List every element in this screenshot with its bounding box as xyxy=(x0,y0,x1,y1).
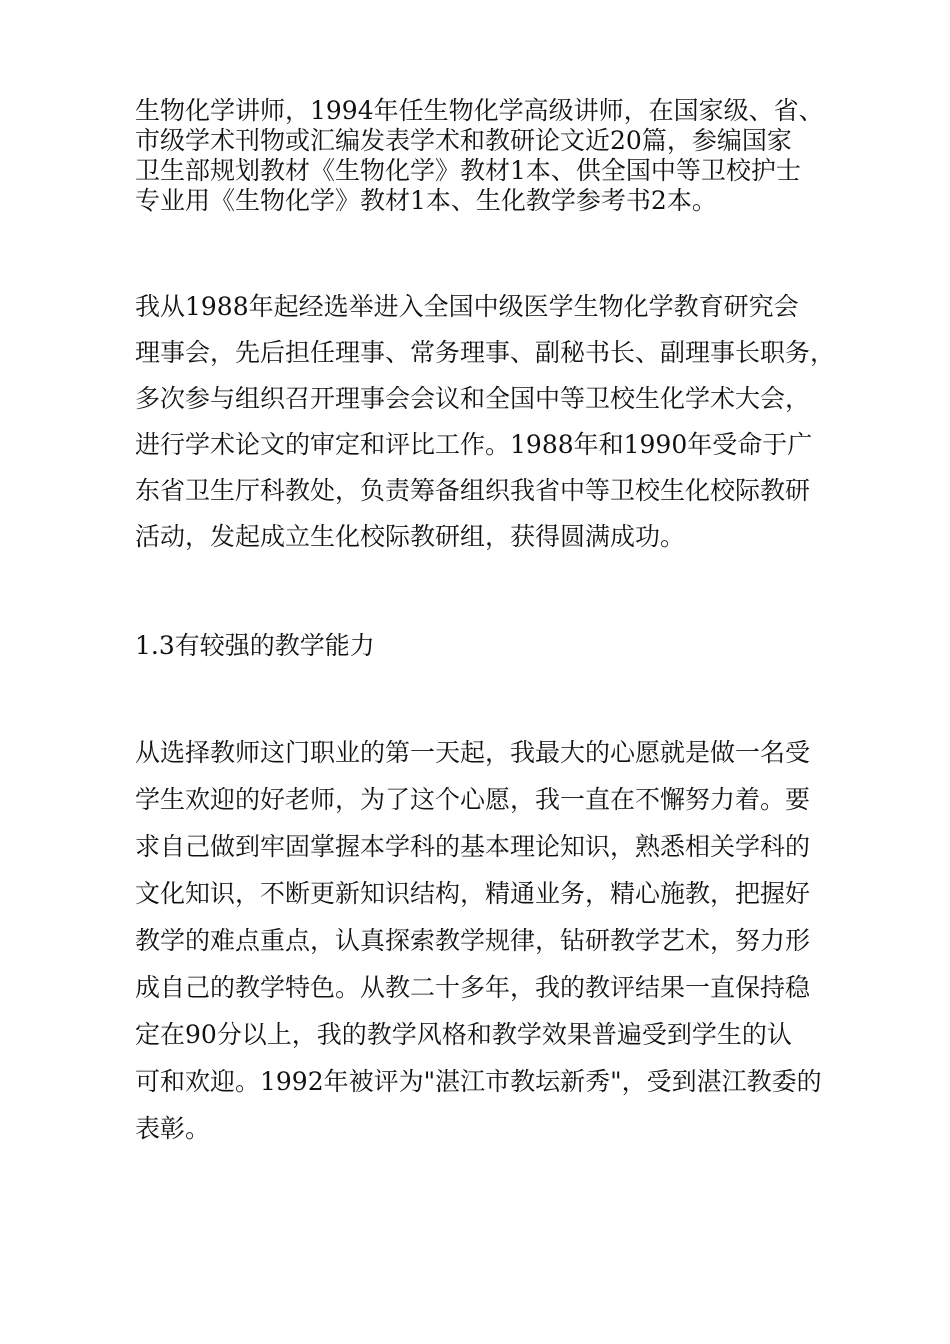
paragraph-publications xyxy=(135,96,835,216)
text-line: 定在90分以上，我的教学风格和教学效果普遍受到学生的认 xyxy=(135,1020,792,1049)
text-line: 东省卫生厅科教处，负责筹备组织我省中等卫校生化校际教研 xyxy=(135,476,811,505)
text-line: 多次参与组织召开理事会会议和全国中等卫校生化学术大会， xyxy=(135,384,811,413)
text-line: 成自己的教学特色。从教二十多年，我的教评结果一直保持稳 xyxy=(135,973,811,1002)
text-line: 生物化学讲师，1994年任生物化学高级讲师，在国家级、省、 xyxy=(135,96,824,125)
text-line: 教学的难点重点，认真探索教学规律，钻研教学艺术，努力形 xyxy=(135,926,811,955)
text-line: 卫生部规划教材《生物化学》教材1本、供全国中等卫校护士 xyxy=(135,156,801,185)
text-line: 进行学术论文的审定和评比工作。1988年和1990年受命于广 xyxy=(135,430,813,459)
text-line: 求自己做到牢固掌握本学科的基本理论知识，熟悉相关学科的 xyxy=(135,832,811,861)
text-line: 表彰。 xyxy=(135,1114,211,1143)
text-line: 理事会，先后担任理事、常务理事、副秘书长、副理事长职务， xyxy=(135,338,836,367)
paragraph-teaching xyxy=(135,729,835,1152)
text-line: 从选择教师这门职业的第一天起，我最大的心愿就是做一名受 xyxy=(135,738,811,767)
document-page xyxy=(135,96,835,1152)
text-line: 我从1988年起经选举进入全国中级医学生物化学教育研究会 xyxy=(135,292,799,321)
text-line: 市级学术刊物或汇编发表学术和教研论文近20篇，参编国家 xyxy=(135,126,792,155)
section-heading: 1.3有较强的教学能力 xyxy=(135,631,375,660)
paragraph-council xyxy=(135,284,835,560)
text-line: 学生欢迎的好老师，为了这个心愿，我一直在不懈努力着。要 xyxy=(135,785,811,814)
text-line: 可和欢迎。1992年被评为"湛江市教坛新秀"，受到湛江教委的 xyxy=(135,1067,822,1096)
text-line: 专业用《生物化学》教材1本、生化教学参考书2本。 xyxy=(135,186,717,215)
text-line: 活动，发起成立生化校际教研组，获得圆满成功。 xyxy=(135,522,686,551)
text-line: 文化知识，不断更新知识结构，精通业务，精心施教，把握好 xyxy=(135,879,811,908)
